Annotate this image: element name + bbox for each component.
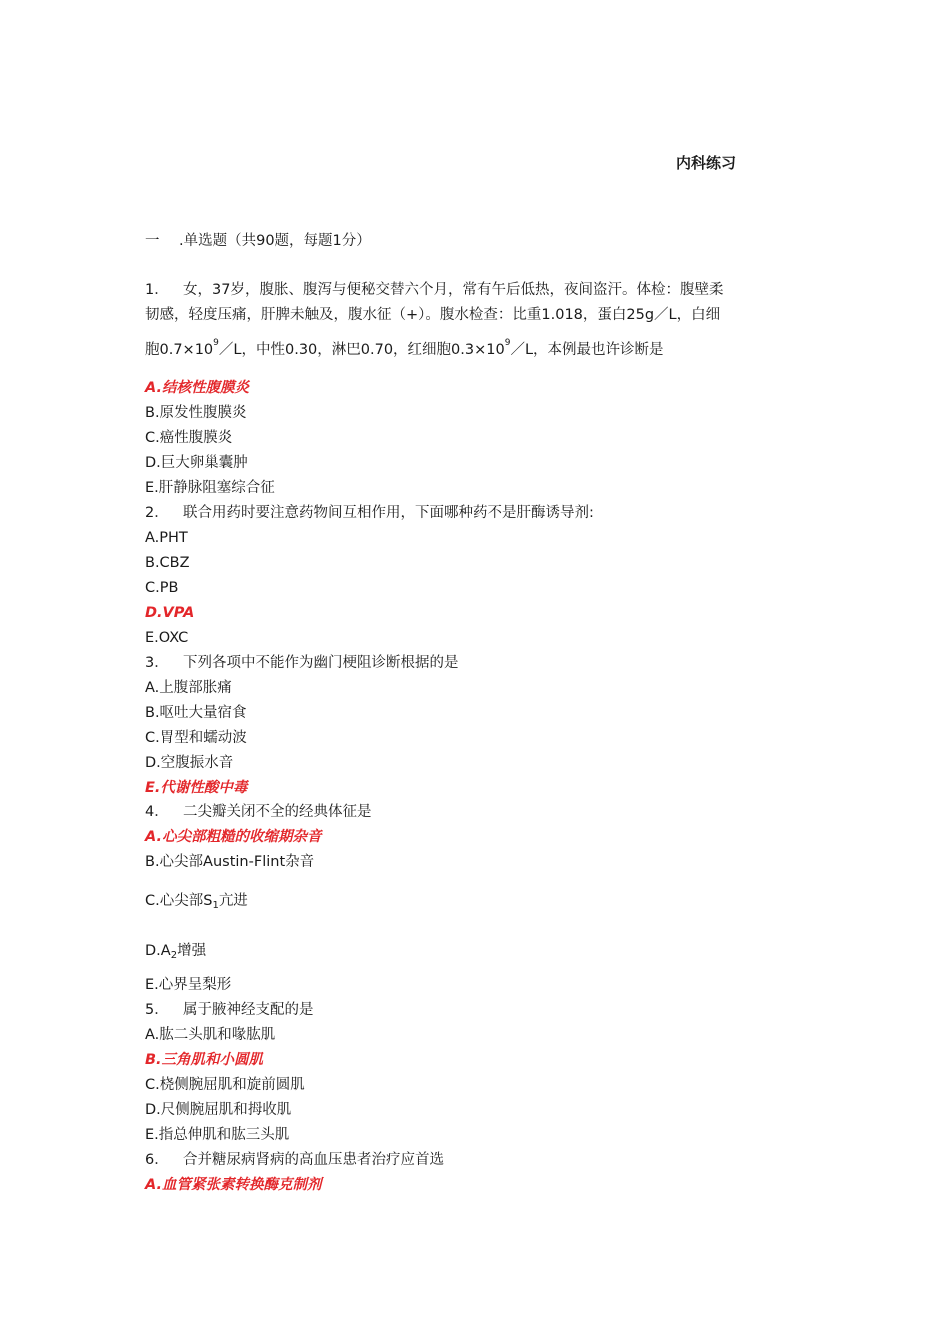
option: C.桡侧腕屈肌和旋前圆肌 xyxy=(145,1077,305,1093)
superscript: 9 xyxy=(213,338,219,348)
question-number: 6． xyxy=(145,1152,169,1168)
option: B.CBZ xyxy=(145,555,190,571)
option: A.PHT xyxy=(145,530,188,546)
stem-text: 下列各项中不能作为幽门梗阻诊断根据的是 xyxy=(183,655,459,671)
option-answer: E.代谢性酸中毒 xyxy=(145,780,248,796)
question-number: 1． xyxy=(145,282,169,298)
option: C.PB xyxy=(145,580,179,596)
question-2-stem xyxy=(145,503,594,523)
stem-text: 属于腋神经支配的是 xyxy=(183,1002,314,1018)
question-4-stem xyxy=(145,802,372,822)
question-number: 2． xyxy=(145,505,169,521)
option: B.心尖部Austin-Flint杂音 xyxy=(145,854,315,870)
question-1-stem xyxy=(145,278,807,363)
question-6-stem xyxy=(145,1150,444,1170)
option-answer: D.VPA xyxy=(145,605,195,621)
subscript: 1 xyxy=(212,900,219,911)
stem-line xyxy=(145,338,807,363)
stem-line: 女，37岁，腹胀、腹泻与便秘交替六个月，常有午后低热，夜间盗汗。体检：腹壁柔 xyxy=(183,282,724,298)
question-number: 5． xyxy=(145,1002,169,1018)
option: C.癌性腹膜炎 xyxy=(145,430,233,446)
option-text: 增强 xyxy=(177,943,207,959)
stem-line: 韧感，轻度压痛，肝脾未触及，腹水征（+）。腹水检查：比重1.018，蛋白25g／L，白细 xyxy=(145,307,721,323)
option: E.OXC xyxy=(145,630,189,646)
option: A.上腹部胀痛 xyxy=(145,680,232,696)
option: B.原发性腹膜炎 xyxy=(145,405,247,421)
section-heading xyxy=(145,229,371,250)
superscript: 9 xyxy=(504,338,511,348)
option-text: C.心尖部S xyxy=(145,893,213,909)
question-3-stem xyxy=(145,653,459,673)
stem-text: ／L，中性0.30，淋巴0.70，红细胞0.3×10 xyxy=(218,342,505,358)
stem-text: ／L，本例最也许诊断是 xyxy=(510,342,664,358)
question-5-stem xyxy=(145,1000,314,1020)
section-label: .单选题（共90题，每题1分） xyxy=(179,233,371,249)
question-number: 3． xyxy=(145,655,169,671)
option: D.尺侧腕屈肌和拇收肌 xyxy=(145,1102,292,1118)
option-answer: A.心尖部粗糙的收缩期杂音 xyxy=(145,829,322,845)
option: C.胃型和蠕动波 xyxy=(145,730,247,746)
stem-text: 合并糖尿病肾病的高血压患者治疗应首选 xyxy=(183,1152,444,1168)
option-text: 亢进 xyxy=(218,893,248,909)
option-answer: A.血管紧张素转换酶克制剂 xyxy=(145,1177,322,1193)
option-answer: B.三角肌和小圆肌 xyxy=(145,1052,264,1068)
stem-text: 胞0.7×10 xyxy=(145,342,214,358)
option-answer: A.结核性腹膜炎 xyxy=(145,380,249,396)
option: D.巨大卵巢囊肿 xyxy=(145,455,248,471)
option: E.心界呈梨形 xyxy=(145,977,232,993)
question-number: 4． xyxy=(145,804,169,820)
option: D.空腹振水音 xyxy=(145,755,234,771)
stem-text: 联合用药时要注意药物间互相作用，下面哪种药不是肝酶诱导剂: xyxy=(183,505,594,521)
option: E.指总伸肌和肱三头肌 xyxy=(145,1127,290,1143)
page-title: 内科练习 xyxy=(676,154,737,172)
subscript: 2 xyxy=(170,950,178,961)
stem-text: 二尖瓣关闭不全的经典体征是 xyxy=(183,804,372,820)
option: B.呕吐大量宿食 xyxy=(145,705,247,721)
option xyxy=(145,941,206,961)
option xyxy=(145,891,248,911)
section-number: 一 xyxy=(145,233,160,249)
option-text: D.A xyxy=(145,943,171,959)
option: E.肝静脉阻塞综合征 xyxy=(145,480,275,496)
option: A.肱二头肌和喙肱肌 xyxy=(145,1027,276,1043)
